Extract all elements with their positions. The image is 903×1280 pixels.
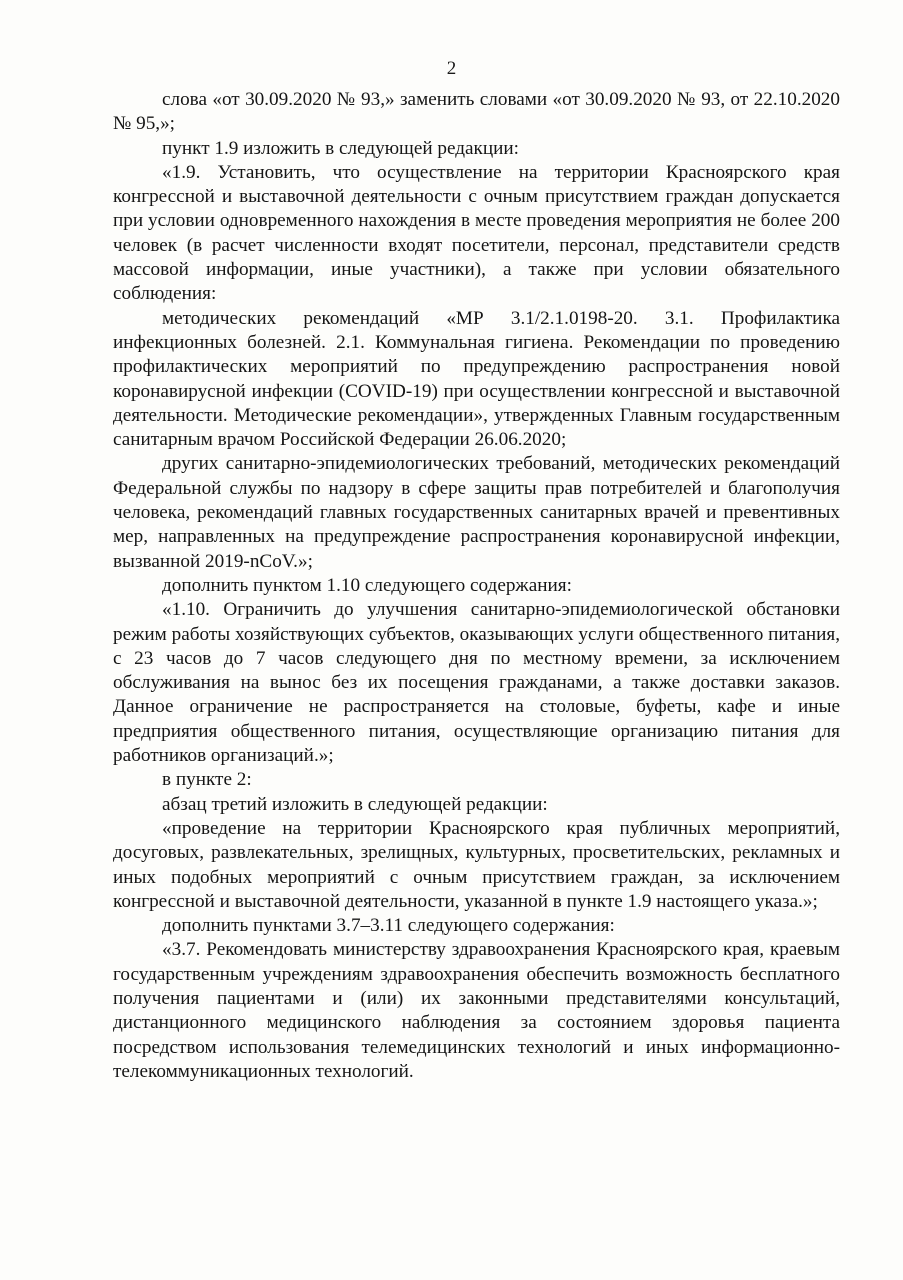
paragraph: дополнить пунктом 1.10 следующего содержания:: [162, 574, 572, 596]
paragraph: «проведение на территории Красноярского края публичных мероприятий, досуговых, развлекательных, зрелищных, культурных, просветительских, рекламных и иных подобных мероприятий с очным присутствием граждан, за исключением конгрессной и выставочной деятельности, указанной в пункте 1.9 настоящего указа.»;: [113, 817, 840, 912]
page-number: 2: [446, 58, 457, 79]
paragraph: дополнить пунктами 3.7–3.11 следующего содержания:: [162, 915, 615, 937]
paragraph: «1.9. Установить, что осуществление на территории Красноярского края конгрессной и выставочной деятельности с очным присутствием граждан допускается при условии одновременного нахождения в месте проведения мероприятия не более 200 человек (в расчет численности входят посетители, персонал, представители средств массовой информации, иные участники), а также при условии обязательного соблюдения:: [113, 161, 840, 305]
paragraph: других санитарно-эпидемиологических требований, методических рекомендаций Федеральной службы по надзору в сфере защиты прав потребителей и благополучия человека, рекомендаций главных государственных санитарных врачей и превентивных мер, направленных на предупреждение распространения коронавирусной инфекции, вызванной 2019-nCoV.»;: [113, 453, 840, 572]
paragraph: методических рекомендаций «МР 3.1/2.1.0198-20. 3.1. Профилактика инфекционных болезней. 2.1. Коммунальная гигиена. Рекомендации по проведению профилактических мероприятий по предупреждению распространения новой коронавирусной инфекции (COVID-19) при осуществлении конгрессной и выставочной деятельности. Методические рекомендации», утвержденных Главным государственным санитарным врачом Российской Федерации 26.06.2020;: [113, 307, 840, 451]
paragraph: «1.10. Ограничить до улучшения санитарно-эпидемиологической обстановки режим работы хозяйствующих субъектов, оказывающих услуги общественного питания, с 23 часов до 7 часов следующего дня по местному времени, за исключением обслуживания на вынос без их посещения гражданами, а также доставки заказов. Данное ограничение не распространяется на столовые, буфеты, кафе и иные предприятия общественного питания, осуществляющие организацию питания для работников организаций.»;: [113, 599, 840, 767]
paragraph: в пункте 2:: [162, 769, 252, 791]
paragraph: «3.7. Рекомендовать министерству здравоохранения Красноярского края, краевым государственным учреждениям здравоохранения обеспечить возможность бесплатного получения пациентами и (или) их законными представителями консультаций, дистанционного медицинского наблюдения за состоянием здоровья пациента посредством использования телемедицинских технологий и иных информационно-телекоммуникационных технологий.: [113, 939, 840, 1082]
paragraph: абзац третий изложить в следующей редакции:: [162, 793, 548, 815]
paragraph: пункт 1.9 изложить в следующей редакции:: [162, 137, 520, 159]
paragraph: слова «от 30.09.2020 № 93,» заменить словами «от 30.09.2020 № 93, от 22.10.2020 № 95,»;: [113, 89, 840, 135]
document-body: [113, 88, 840, 1084]
